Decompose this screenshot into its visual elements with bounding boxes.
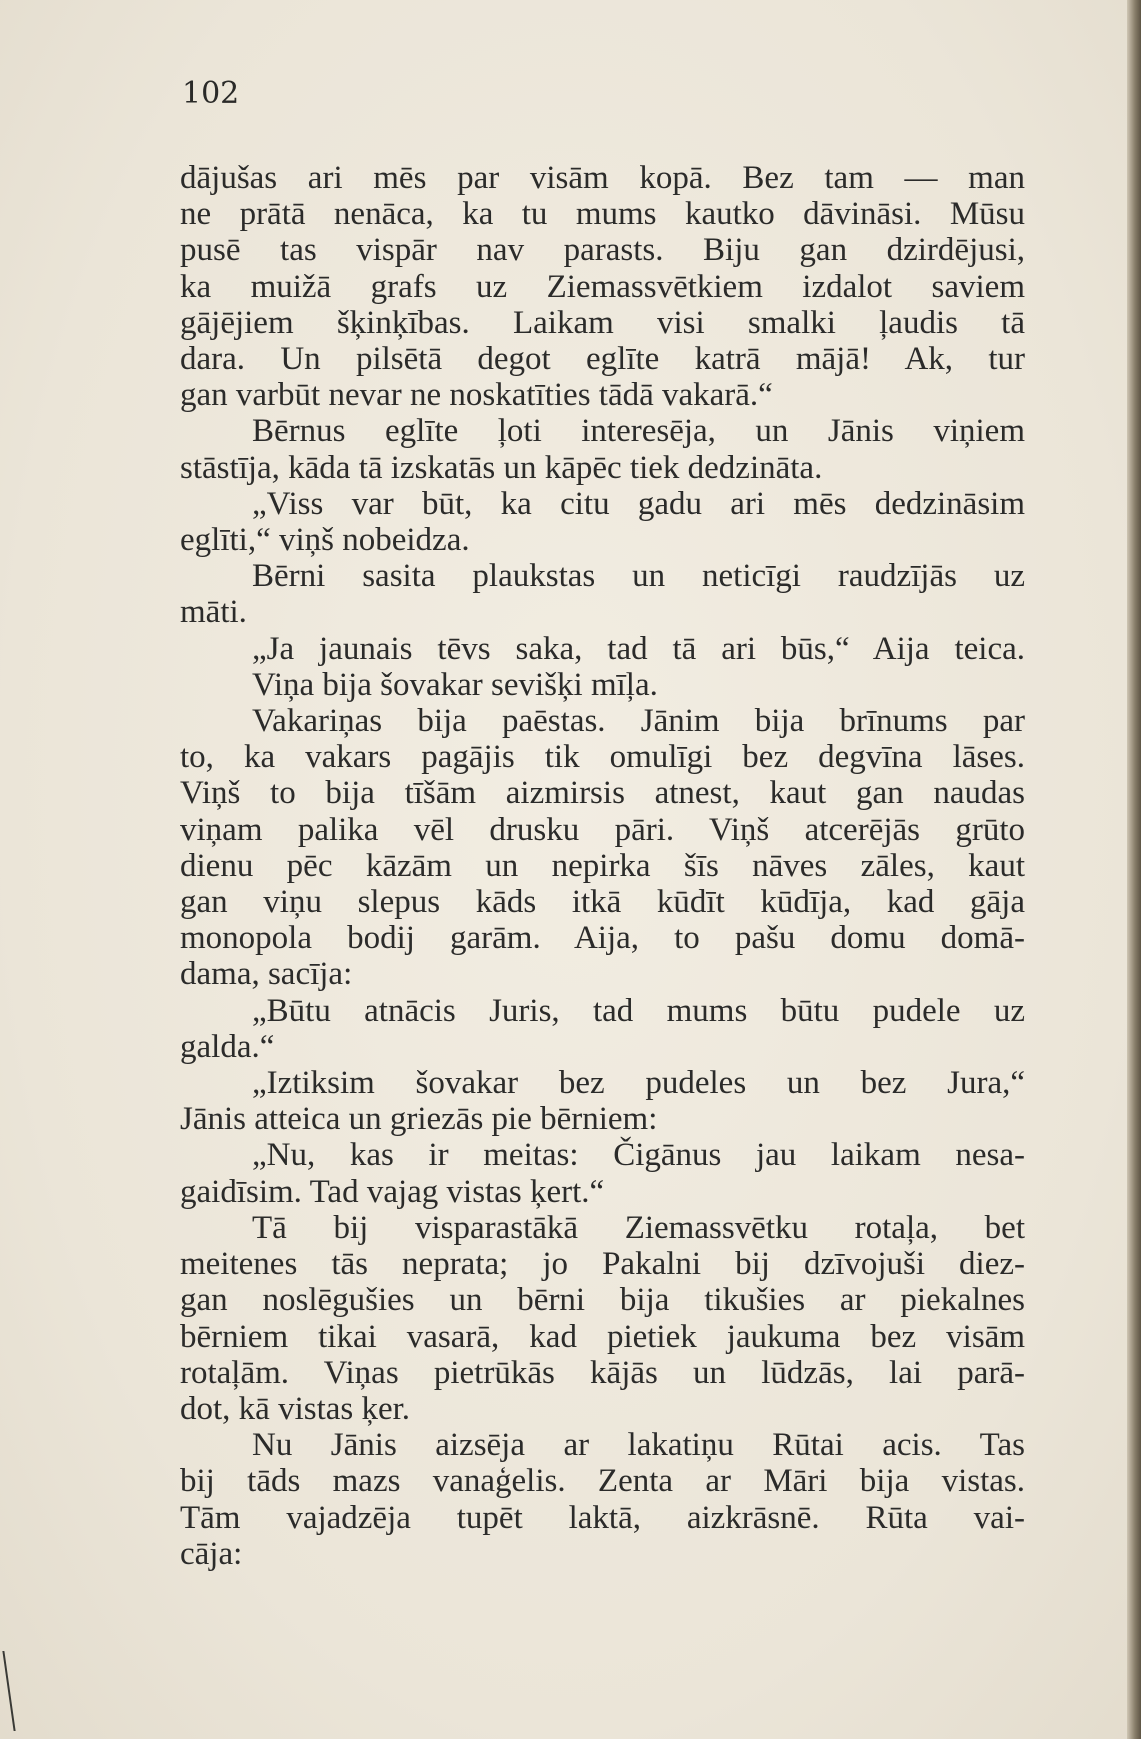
page-number: 102	[182, 76, 240, 111]
text-line: gaidīsim. Tad vajag vistas ķert.“	[180, 1173, 605, 1210]
text-line: rotaļām. Viņas pietrūkās kājās un lūdzās, lai parā-	[180, 1354, 1025, 1391]
text-line: Bērnus eglīte ļoti interesēja, un Jānis viņiem	[252, 413, 1025, 450]
text-line: meitenes tās neprata; jo Pakalni bij dzīvojuši diez-	[180, 1246, 1025, 1283]
text-line: dienu pēc kāzām un nepirka šīs nāves zāles, kaut	[180, 847, 1025, 884]
body-text	[180, 160, 1025, 1572]
text-line: Vakariņas bija paēstas. Jānim bija brīnums par	[252, 703, 1025, 740]
text-line: „Ja jaunais tēvs saka, tad tā ari būs,“ Aija teica.	[252, 630, 1025, 667]
text-line: monopola bodij garām. Aija, to pašu domu domā-	[180, 920, 1025, 957]
text-line: Viņš to bija tīšām aizmirsis atnest, kaut gan naudas	[180, 775, 1025, 812]
corner-scan-mark	[2, 1651, 31, 1731]
text-line: viņam palika vēl drusku pāri. Viņš atcerējās grūto	[180, 811, 1025, 848]
text-line: eglīti,“ viņš nobeidza.	[180, 522, 470, 559]
page-edge-shadow	[1127, 0, 1141, 1739]
text-line: Bērni sasita plaukstas un neticīgi raudzījās uz	[252, 558, 1025, 595]
text-line: to, ka vakars pagājis tik omulīgi bez degvīna lāses.	[180, 739, 1025, 776]
text-line: Nu Jānis aizsēja ar lakatiņu Rūtai acis. Tas	[252, 1427, 1025, 1464]
text-line: „Nu, kas ir meitas: Čigānus jau laikam nesa-	[252, 1137, 1025, 1174]
text-line: bij tāds mazs vanaģelis. Zenta ar Māri bija vistas.	[180, 1463, 1025, 1500]
text-line: gan varbūt nevar ne noskatīties tādā vakarā.“	[180, 377, 773, 414]
text-line: galda.“	[180, 1028, 275, 1065]
text-line: stāstīja, kāda tā izskatās un kāpēc tiek dedzināta.	[180, 449, 823, 486]
text-line: gan viņu slepus kāds itkā kūdīt kūdīja, kad gāja	[180, 884, 1025, 921]
text-line: Tām vajadzēja tupēt laktā, aizkrāsnē. Rūta vai-	[180, 1499, 1025, 1536]
text-line: ka muižā grafs uz Ziemassvētkiem izdalot saviem	[180, 268, 1025, 305]
text-line: cāja:	[180, 1535, 243, 1572]
text-line: ne prātā nenāca, ka tu mums kautko dāvināsi. Mūsu	[180, 196, 1025, 233]
text-line: Tā bij visparastākā Ziemassvētku rotaļa, bet	[252, 1209, 1025, 1246]
text-line: Jānis atteica un griezās pie bērniem:	[180, 1101, 658, 1138]
text-line: māti.	[180, 594, 247, 631]
text-line: dot, kā vistas ķer.	[180, 1390, 411, 1427]
text-line: dara. Un pilsētā degot eglīte katrā mājā! Ak, tur	[180, 341, 1025, 378]
text-line: „Iztiksim šovakar bez pudeles un bez Jura,“	[252, 1065, 1025, 1102]
text-line: dama, sacīja:	[180, 956, 353, 993]
text-line: gan noslēgušies un bērni bija tikušies ar piekalnes	[180, 1282, 1025, 1319]
text-line: bērniem tikai vasarā, kad pietiek jaukuma bez visām	[180, 1318, 1025, 1355]
text-line: pusē tas vispār nav parasts. Biju gan dzirdējusi,	[180, 232, 1025, 269]
text-line: dājušas ari mēs par visām kopā. Bez tam — man	[180, 160, 1025, 196]
text-line: Viņa bija šovakar sevišķi mīļa.	[252, 666, 658, 703]
text-line: gājējiem šķinķības. Laikam visi smalki ļaudis tā	[180, 304, 1025, 341]
text-line: „Būtu atnācis Juris, tad mums būtu pudele uz	[252, 992, 1025, 1029]
text-line: „Viss var būt, ka citu gadu ari mēs dedzināsim	[252, 485, 1025, 522]
